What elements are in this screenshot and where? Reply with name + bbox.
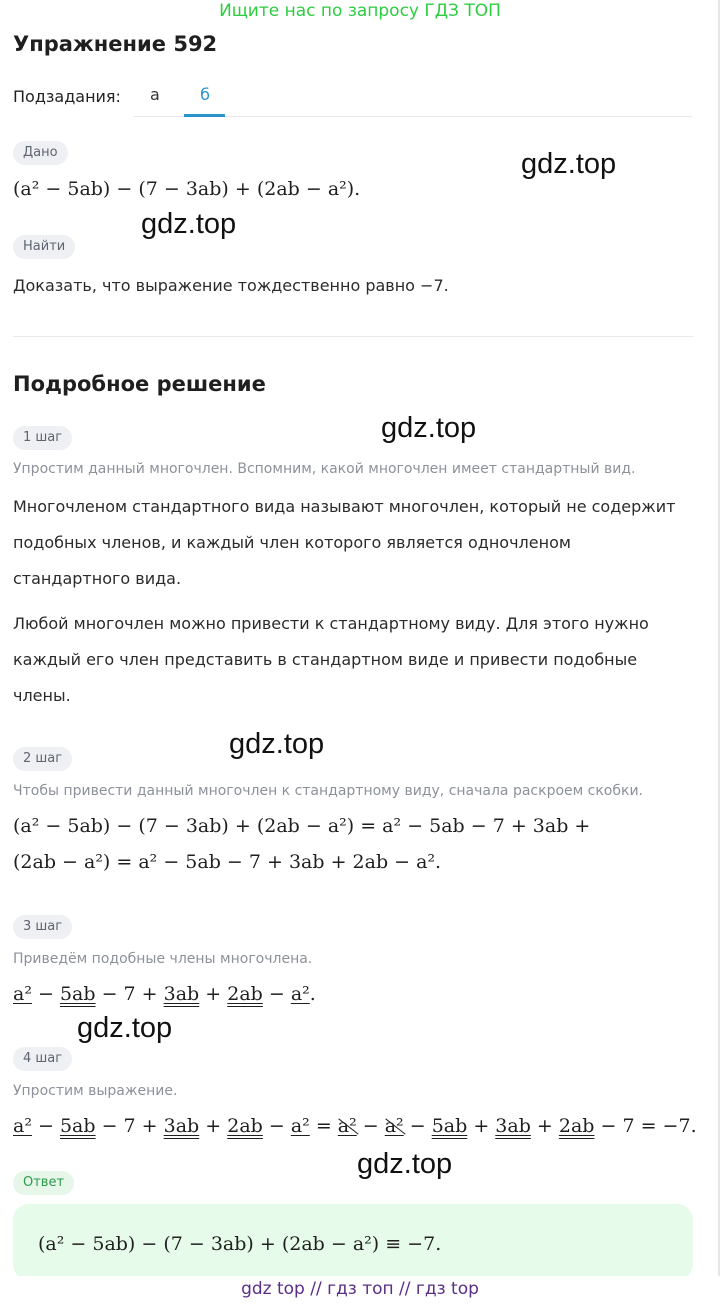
answer-expression: (a² − 5ab) − (7 − 3ab) + (2ab − a²) ≡ −7.	[38, 1233, 442, 1255]
step-2-hint: Чтобы привести данный многочлен к стандартному виду, сначала раскроем скобки.	[13, 783, 643, 799]
step-4-expression: a² − 5ab − 7 + 3ab + 2ab − a² = a² − a² − 5ab + 3ab + 2ab − 7 = −7.	[13, 1115, 697, 1137]
step-1-badge: 1 шаг	[13, 426, 72, 450]
find-text: Доказать, что выражение тождественно равно −7.	[13, 276, 449, 295]
step-1-hint: Упростим данный многочлен. Вспомним, какой многочлен имеет стандартный вид.	[13, 461, 636, 477]
section-divider	[13, 336, 693, 337]
promo-banner[interactable]: Ищите нас по запросу ГДЗ ТОП	[219, 1, 501, 21]
active-tab-indicator	[184, 114, 225, 117]
footer-links[interactable]: gdz top // гдз топ // гдз top	[0, 1276, 720, 1304]
step-3-hint: Приведём подобные члены многочлена.	[13, 951, 313, 967]
given-expression: (a² − 5ab) − (7 − 3ab) + (2ab − a²).	[13, 178, 361, 200]
step-1-paragraph-1: Многочленом стандартного вида называют многочлен, который не содержит подобных членов, и каждый член которого является одночленом стандартного вида.	[13, 497, 676, 588]
subtask-tab-b[interactable]: б	[200, 85, 210, 104]
watermark-6: gdz.top	[357, 1148, 453, 1180]
given-badge: Дано	[13, 141, 68, 165]
watermark-3: gdz.top	[381, 412, 477, 444]
step-4-hint: Упростим выражение.	[13, 1083, 178, 1099]
watermark-5: gdz.top	[77, 1012, 173, 1044]
watermark-2: gdz.top	[141, 208, 237, 240]
step-3-expression: a² − 5ab − 7 + 3ab + 2ab − a².	[13, 983, 316, 1005]
answer-badge: Ответ	[13, 1171, 74, 1195]
solution-title: Подробное решение	[13, 372, 266, 396]
step-2-badge: 2 шаг	[13, 747, 72, 771]
step-1-paragraph-2: Любой многочлен можно привести к стандартному виду. Для этого нужно каждый его член представить в стандартном виде и привести подобные члены.	[13, 614, 649, 705]
watermark-4: gdz.top	[229, 728, 325, 760]
exercise-title: Упражнение 592	[13, 32, 218, 56]
step-2-line-2: (2ab − a²) = a² − 5ab − 7 + 3ab + 2ab − a².	[13, 851, 442, 873]
subtasks-label: Подзадания:	[13, 87, 121, 106]
subtask-tab-a[interactable]: а	[150, 85, 160, 104]
step-2-line-1: (a² − 5ab) − (7 − 3ab) + (2ab − a²) = a² − 5ab − 7 + 3ab +	[13, 815, 591, 837]
find-badge: Найти	[13, 235, 75, 259]
step-4-badge: 4 шаг	[13, 1047, 72, 1071]
step-3-badge: 3 шаг	[13, 915, 72, 939]
watermark-1: gdz.top	[521, 148, 617, 180]
